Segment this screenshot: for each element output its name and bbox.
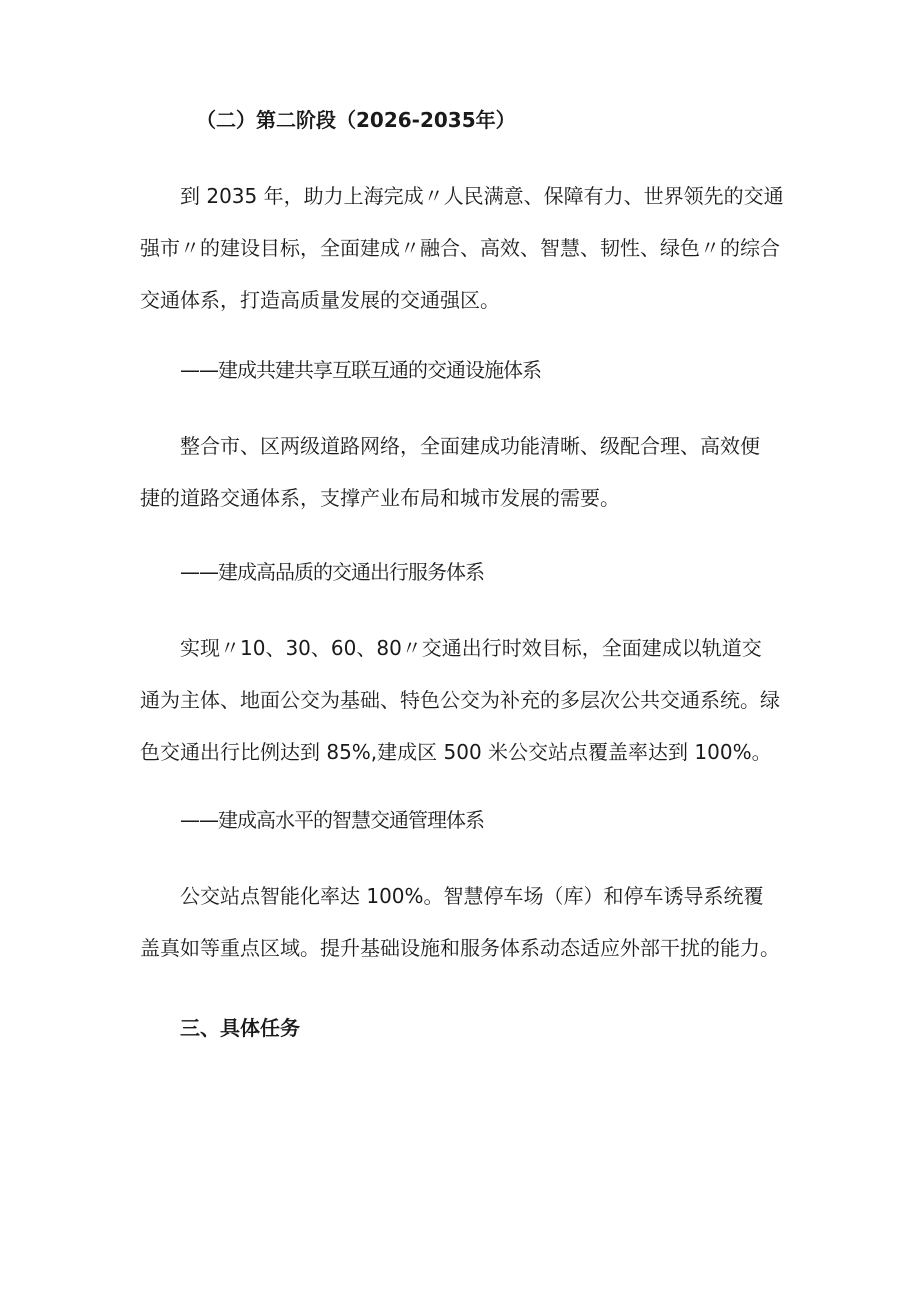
section-heading-stage2: （二）第二阶段（2026-2035年） [196,108,516,132]
goal2-line-2: 通为主体、地面公交为基础、特色公交为补充的多层次公共交通系统。绿 [140,688,780,712]
goal2-line-1: 实现〃10、30、60、80〃交通出行时效目标，全面建成以轨道交 [180,636,762,660]
section-heading-3: 三、具体任务 [180,1016,300,1040]
goal1-line-1: 整合市、区两级道路网络，全面建成功能清晰、级配合理、高效便 [180,434,760,458]
intro-line-3: 交通体系，打造高质量发展的交通强区。 [140,288,500,312]
goal3-line-1: 公交站点智能化率达 100%。智慧停车场（库）和停车诱导系统覆 [180,884,764,908]
goal2-line-3: 色交通出行比例达到 85%,建成区 500 米公交站点覆盖率达到 100%。 [140,740,772,764]
goal1-line-2: 捷的道路交通体系，支撑产业布局和城市发展的需要。 [140,486,620,510]
goal1-title: ——建成共建共享互联互通的交通设施体系 [180,358,541,382]
intro-line-1: 到 2035 年，助力上海完成〃人民满意、保障有力、世界领先的交通 [180,184,784,208]
goal2-title: ——建成高品质的交通出行服务体系 [180,560,484,584]
goal3-paragraph [140,870,790,974]
goal3-title: ——建成高水平的智慧交通管理体系 [180,808,484,832]
intro-paragraph [140,170,790,326]
goal1-paragraph [140,420,790,524]
intro-line-2: 强市〃的建设目标，全面建成〃融合、高效、智慧、韧性、绿色〃的综合 [140,236,780,260]
goal3-line-2: 盖真如等重点区域。提升基础设施和服务体系动态适应外部干扰的能力。 [140,936,780,960]
goal2-paragraph [140,622,790,778]
